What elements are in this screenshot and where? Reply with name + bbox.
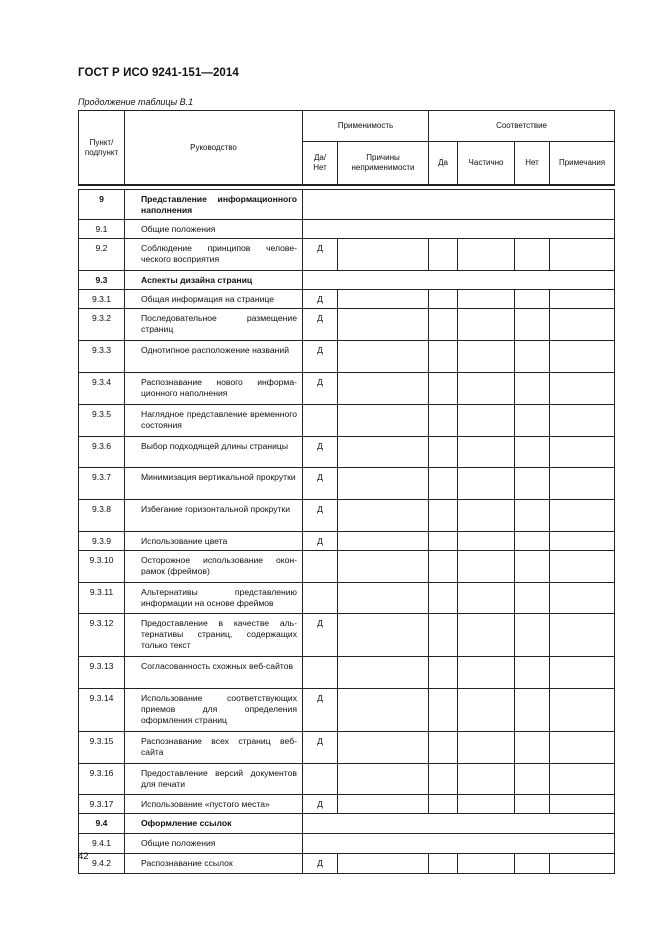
row-guidance: Распознавание ссылок (125, 854, 303, 874)
row-yes-no (303, 764, 338, 795)
row-no (515, 551, 550, 583)
row-no (515, 614, 550, 657)
row-number: 9 (79, 190, 125, 220)
row-notes (550, 657, 615, 689)
header-reasons: Причины неприменимости (338, 142, 429, 186)
row-number: 9.4.1 (79, 834, 125, 854)
row-no (515, 764, 550, 795)
row-notes (550, 309, 615, 341)
row-number: 9.3.3 (79, 341, 125, 373)
row-guidance: Осторожное использование окон-рамок (фреймов) (125, 551, 303, 583)
row-notes (550, 290, 615, 309)
row-number: 9.3.1 (79, 290, 125, 309)
row-yes (429, 341, 458, 373)
row-number: 9.3 (79, 271, 125, 290)
row-guidance: Минимизация вертикальной прокрутки (125, 468, 303, 500)
row-number: 9.3.6 (79, 437, 125, 468)
row-guidance: Общая информация на странице (125, 290, 303, 309)
row-yes-no: Д (303, 732, 338, 764)
row-notes (550, 373, 615, 405)
row-no (515, 795, 550, 814)
row-number: 9.3.12 (79, 614, 125, 657)
row-reasons (338, 795, 429, 814)
row-notes (550, 551, 615, 583)
row-guidance: Однотипное расположение названий (125, 341, 303, 373)
row-guidance: Использование «пустого места» (125, 795, 303, 814)
row-no (515, 732, 550, 764)
row-no (515, 657, 550, 689)
row-notes (550, 405, 615, 437)
table-body (79, 185, 615, 874)
row-yes-no: Д (303, 854, 338, 874)
row-no (515, 239, 550, 271)
table-row (79, 583, 615, 614)
row-reasons (338, 614, 429, 657)
row-reasons (338, 437, 429, 468)
row-reasons (338, 239, 429, 271)
row-partial (458, 732, 515, 764)
row-partial (458, 500, 515, 532)
row-number: 9.3.17 (79, 795, 125, 814)
row-yes-no: Д (303, 614, 338, 657)
row-number: 9.4 (79, 814, 125, 834)
row-yes (429, 309, 458, 341)
row-partial (458, 437, 515, 468)
row-guidance: Распознавание всех страниц веб-сайта (125, 732, 303, 764)
row-guidance: Предоставление версий документов для печати (125, 764, 303, 795)
header-no: Нет (515, 142, 550, 186)
row-yes-no: Д (303, 239, 338, 271)
row-yes (429, 764, 458, 795)
table-row (79, 834, 615, 854)
row-no (515, 405, 550, 437)
row-merged-cell (303, 271, 615, 290)
row-partial (458, 854, 515, 874)
row-no (515, 309, 550, 341)
row-guidance: Альтернативы представлению информации на основе фреймов (125, 583, 303, 614)
table-row (79, 405, 615, 437)
row-no (515, 854, 550, 874)
row-reasons (338, 689, 429, 732)
row-yes (429, 795, 458, 814)
row-reasons (338, 405, 429, 437)
row-reasons (338, 854, 429, 874)
row-yes (429, 239, 458, 271)
table-row (79, 551, 615, 583)
row-merged-cell (303, 834, 615, 854)
table-row (79, 814, 615, 834)
page-number: 42 (78, 851, 89, 862)
header-guidance: Руководство (125, 111, 303, 186)
row-notes (550, 437, 615, 468)
row-notes (550, 732, 615, 764)
table-caption: Продолжение таблицы В.1 (78, 97, 194, 107)
row-reasons (338, 290, 429, 309)
row-partial (458, 583, 515, 614)
row-partial (458, 551, 515, 583)
header-applicability: Применимость (303, 111, 429, 142)
row-yes-no (303, 583, 338, 614)
row-reasons (338, 468, 429, 500)
row-number: 9.3.4 (79, 373, 125, 405)
table-row (79, 239, 615, 271)
row-reasons (338, 341, 429, 373)
row-yes (429, 405, 458, 437)
row-guidance: Использование соответствующих приемов для определения оформления страниц (125, 689, 303, 732)
row-partial (458, 309, 515, 341)
header-yes: Да (429, 142, 458, 186)
row-partial (458, 373, 515, 405)
row-reasons (338, 764, 429, 795)
row-yes-no (303, 551, 338, 583)
row-number: 9.3.16 (79, 764, 125, 795)
row-number: 9.3.2 (79, 309, 125, 341)
row-partial (458, 764, 515, 795)
table-row (79, 437, 615, 468)
row-number: 9.3.7 (79, 468, 125, 500)
row-yes-no: Д (303, 309, 338, 341)
row-guidance: Соблюдение принципов человеческого восприятия (125, 239, 303, 271)
row-yes (429, 500, 458, 532)
row-number: 9.1 (79, 220, 125, 239)
row-reasons (338, 583, 429, 614)
row-yes-no: Д (303, 437, 338, 468)
row-notes (550, 468, 615, 500)
row-yes (429, 583, 458, 614)
row-yes (429, 532, 458, 551)
row-yes (429, 373, 458, 405)
row-no (515, 500, 550, 532)
row-no (515, 290, 550, 309)
table-row (79, 657, 615, 689)
row-partial (458, 239, 515, 271)
row-merged-cell (303, 190, 615, 220)
table-row (79, 468, 615, 500)
row-number: 9.3.8 (79, 500, 125, 532)
row-yes-no: Д (303, 532, 338, 551)
table-row (79, 795, 615, 814)
row-guidance: Представление информационного наполнения (125, 190, 303, 220)
row-reasons (338, 309, 429, 341)
table-row (79, 271, 615, 290)
table-row (79, 764, 615, 795)
row-yes (429, 290, 458, 309)
table-row (79, 290, 615, 309)
row-notes (550, 764, 615, 795)
row-no (515, 583, 550, 614)
table-row (79, 532, 615, 551)
row-reasons (338, 500, 429, 532)
table-row (79, 732, 615, 764)
row-no (515, 468, 550, 500)
row-yes (429, 854, 458, 874)
row-partial (458, 614, 515, 657)
row-number: 9.3.11 (79, 583, 125, 614)
row-partial (458, 405, 515, 437)
row-number: 9.2 (79, 239, 125, 271)
row-no (515, 532, 550, 551)
row-notes (550, 341, 615, 373)
row-yes-no (303, 657, 338, 689)
table-row (79, 854, 615, 874)
row-reasons (338, 373, 429, 405)
row-notes (550, 532, 615, 551)
row-yes-no (303, 405, 338, 437)
row-number: 9.3.10 (79, 551, 125, 583)
row-number: 9.3.9 (79, 532, 125, 551)
row-guidance: Согласованность схожных веб-сайтов (125, 657, 303, 689)
row-guidance: Наглядное представление временного состояния (125, 405, 303, 437)
row-notes (550, 689, 615, 732)
row-notes (550, 795, 615, 814)
row-merged-cell (303, 220, 615, 239)
row-partial (458, 341, 515, 373)
row-guidance: Распознавание нового информационного наполнения (125, 373, 303, 405)
row-notes (550, 854, 615, 874)
row-no (515, 437, 550, 468)
row-guidance: Избегание горизонтальной прокрутки (125, 500, 303, 532)
row-guidance: Предоставление в качестве альтернативы страниц, содержащих только текст (125, 614, 303, 657)
row-yes-no: Д (303, 795, 338, 814)
row-number: 9.3.13 (79, 657, 125, 689)
row-guidance: Выбор подходящей длины страницы (125, 437, 303, 468)
row-reasons (338, 551, 429, 583)
row-notes (550, 239, 615, 271)
row-yes-no: Д (303, 290, 338, 309)
row-reasons (338, 657, 429, 689)
row-yes (429, 551, 458, 583)
table-row (79, 309, 615, 341)
row-merged-cell (303, 814, 615, 834)
row-guidance: Общие положения (125, 220, 303, 239)
row-partial (458, 532, 515, 551)
row-yes-no: Д (303, 500, 338, 532)
row-yes-no: Д (303, 341, 338, 373)
row-yes-no: Д (303, 689, 338, 732)
row-notes (550, 500, 615, 532)
row-yes-no: Д (303, 468, 338, 500)
header-partial: Частично (458, 142, 515, 186)
table-row (79, 689, 615, 732)
row-number: 9.3.14 (79, 689, 125, 732)
compliance-table (78, 110, 615, 874)
header-compliance: Соответствие (429, 111, 615, 142)
row-number: 9.4.2 (79, 854, 125, 874)
row-guidance: Оформление ссылок (125, 814, 303, 834)
row-reasons (338, 532, 429, 551)
table-row (79, 614, 615, 657)
row-yes (429, 657, 458, 689)
row-yes (429, 732, 458, 764)
row-no (515, 373, 550, 405)
row-no (515, 341, 550, 373)
table-row (79, 190, 615, 220)
row-yes (429, 689, 458, 732)
row-yes (429, 614, 458, 657)
row-yes-no: Д (303, 373, 338, 405)
header-notes: Примечания (550, 142, 615, 186)
row-guidance: Использование цвета (125, 532, 303, 551)
row-guidance: Общие положения (125, 834, 303, 854)
table-row (79, 341, 615, 373)
table-row (79, 220, 615, 239)
row-partial (458, 689, 515, 732)
row-partial (458, 795, 515, 814)
row-number: 9.3.5 (79, 405, 125, 437)
row-number: 9.3.15 (79, 732, 125, 764)
row-reasons (338, 732, 429, 764)
table-row (79, 500, 615, 532)
row-partial (458, 290, 515, 309)
row-partial (458, 657, 515, 689)
row-notes (550, 583, 615, 614)
row-yes (429, 437, 458, 468)
header-yes-no: Да/ Нет (303, 142, 338, 186)
row-yes (429, 468, 458, 500)
header-item: Пункт/ подпункт (79, 111, 125, 186)
row-guidance: Последовательное размещение страниц (125, 309, 303, 341)
document-title: ГОСТ Р ИСО 9241-151—2014 (78, 67, 239, 79)
row-no (515, 689, 550, 732)
row-partial (458, 468, 515, 500)
row-guidance: Аспекты дизайна страниц (125, 271, 303, 290)
table-row (79, 373, 615, 405)
row-notes (550, 614, 615, 657)
